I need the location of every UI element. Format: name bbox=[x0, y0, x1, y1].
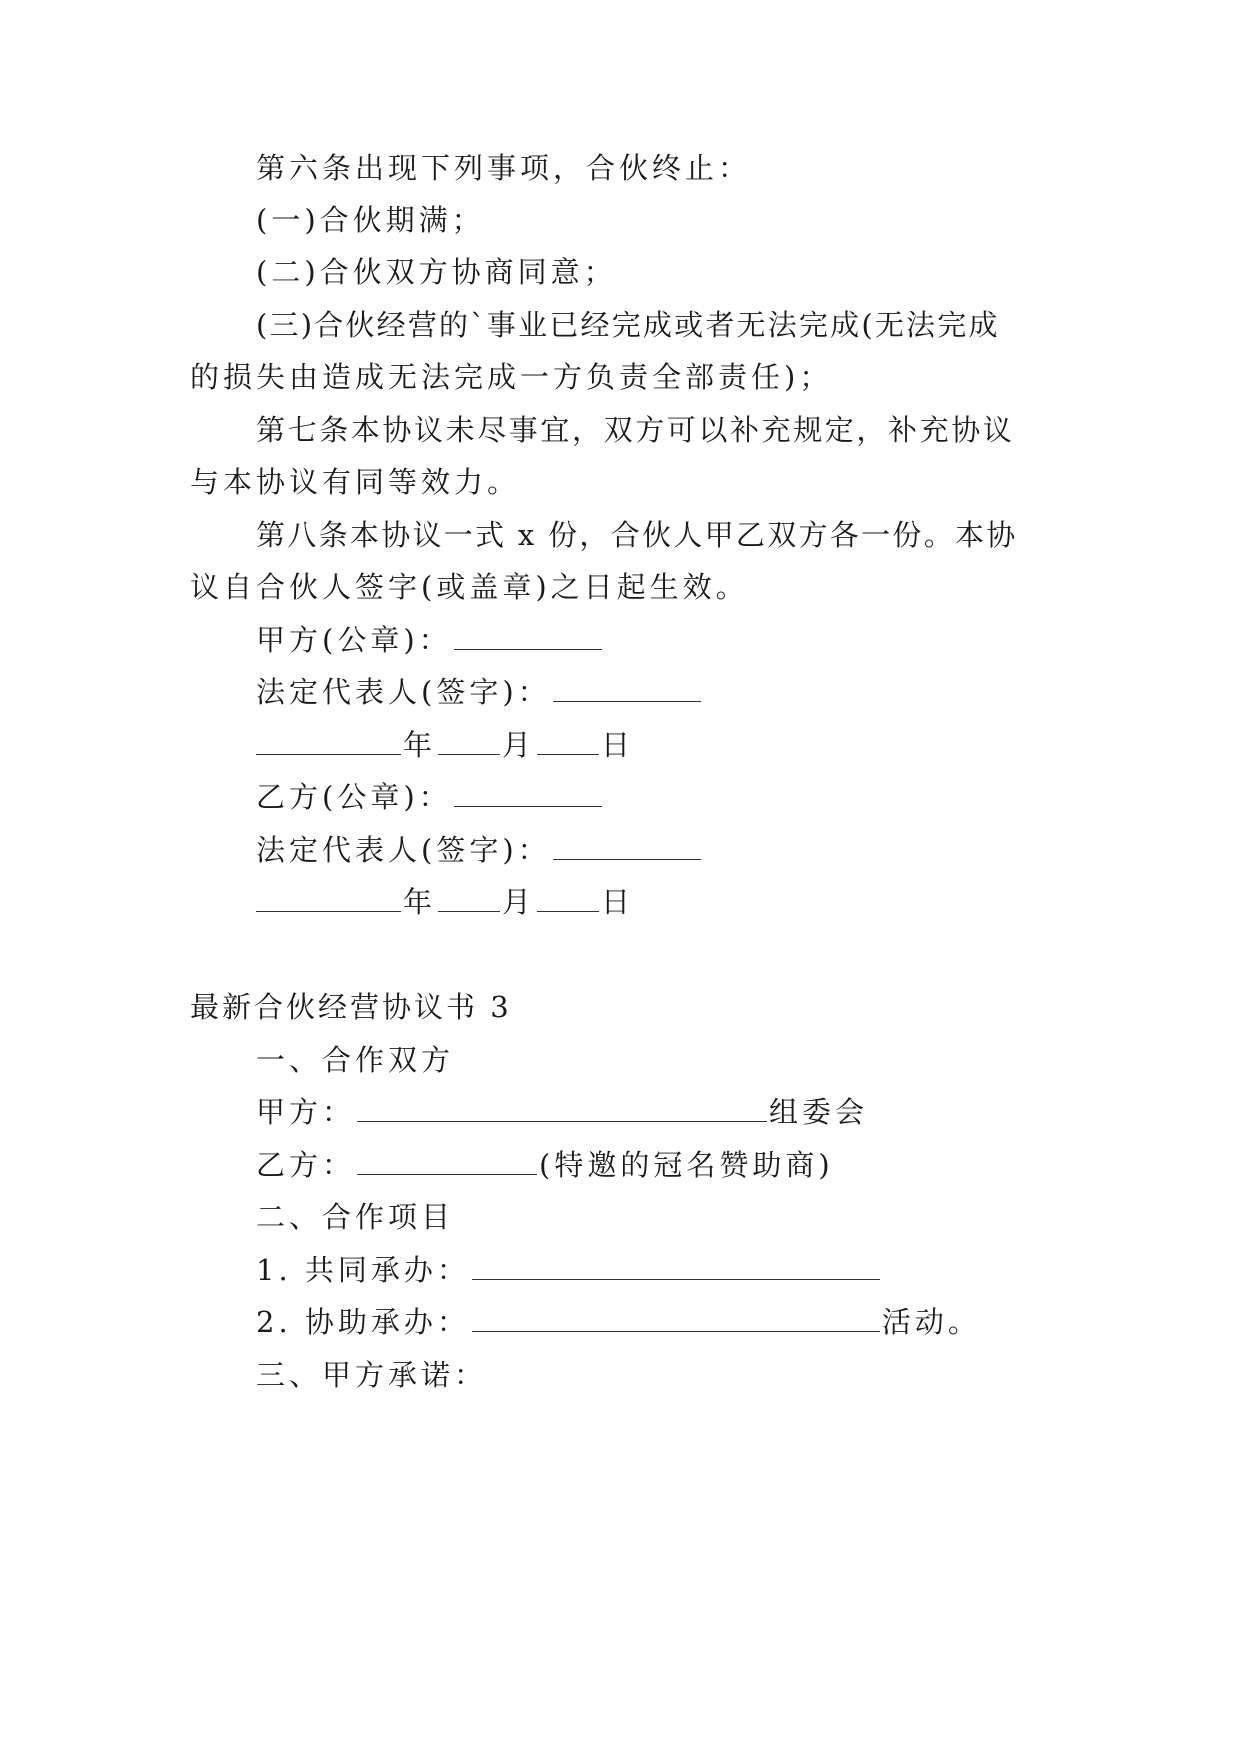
party-a-suffix: 组委会 bbox=[769, 1095, 869, 1129]
party-a-month-blank bbox=[438, 728, 500, 755]
party-a-rep-label: 法定代表人(签字)： bbox=[256, 675, 551, 709]
party-b-day-label: 日 bbox=[601, 885, 635, 919]
party-a-seal-label: 甲方(公章)： bbox=[256, 623, 452, 657]
party-b-row bbox=[256, 1145, 1136, 1185]
party-b-year-blank bbox=[256, 885, 401, 912]
article6-item2: (二)合伙双方协商同意； bbox=[256, 255, 617, 289]
party-b-year-label: 年 bbox=[403, 885, 437, 919]
article8-line2: 议自合伙人签字(或盖章)之日起生效。 bbox=[190, 570, 749, 604]
party-a-day-label: 日 bbox=[601, 728, 635, 762]
article6-title: 第六条出现下列事项，合伙终止： bbox=[256, 151, 752, 185]
party-b-seal-label: 乙方(公章)： bbox=[256, 780, 452, 814]
party-b-seal-blank bbox=[454, 780, 602, 807]
project-item1-row bbox=[256, 1250, 1136, 1290]
party-a-rep-blank bbox=[553, 675, 701, 702]
party-b-rep-row bbox=[256, 830, 1136, 870]
party-a-seal-row bbox=[256, 620, 1136, 660]
section-heading: 最新合伙经营协议书 3 bbox=[190, 990, 512, 1024]
party-b-month-label: 月 bbox=[502, 885, 536, 919]
party-a-seal-blank bbox=[454, 623, 602, 650]
party-a-label: 甲方： bbox=[256, 1095, 356, 1129]
party-a-blank bbox=[357, 1095, 767, 1122]
party-a-row bbox=[256, 1092, 1136, 1132]
party-b-suffix: (特邀的冠名赞助商) bbox=[539, 1148, 834, 1182]
party-a-day-blank bbox=[537, 728, 599, 755]
project-item1-label: 1. 共同承办： bbox=[256, 1253, 470, 1287]
party-b-seal-row bbox=[256, 777, 1136, 817]
project-item2-label: 2. 协助承办： bbox=[256, 1305, 470, 1339]
party-b-blank bbox=[357, 1148, 537, 1175]
article8-line1: 第八条本协议一式 x 份，合伙人甲乙双方各一份。本协 bbox=[256, 518, 1018, 552]
project-item2-suffix: 活动。 bbox=[881, 1305, 981, 1339]
party-b-month-blank bbox=[438, 885, 500, 912]
party-b-day-blank bbox=[537, 885, 599, 912]
party-b-rep-blank bbox=[553, 833, 701, 860]
party-b-date-row bbox=[256, 882, 1136, 922]
article7-line1: 第七条本协议未尽事宜，双方可以补充规定，补充协议 bbox=[256, 413, 1015, 447]
party-a-date-row bbox=[256, 725, 1136, 765]
party-a-year-label: 年 bbox=[403, 728, 437, 762]
article6-item3-line1: (三)合伙经营的`事业已经完成或者无法完成(无法完成 bbox=[256, 308, 1000, 342]
part3-title: 三、甲方承诺： bbox=[256, 1358, 488, 1392]
party-b-rep-label: 法定代表人(签字)： bbox=[256, 833, 551, 867]
party-b-label: 乙方： bbox=[256, 1148, 356, 1182]
project-item2-blank bbox=[472, 1305, 880, 1332]
project-item1-blank bbox=[472, 1253, 880, 1280]
article7-line2: 与本协议有同等效力。 bbox=[190, 465, 521, 499]
party-a-rep-row bbox=[256, 672, 1136, 712]
part1-title: 一、合作双方 bbox=[256, 1043, 455, 1077]
part2-title: 二、合作项目 bbox=[256, 1200, 455, 1234]
article6-item3-line2: 的损失由造成无法完成一方负责全部责任)； bbox=[190, 360, 833, 394]
article6-item1: (一)合伙期满； bbox=[256, 203, 485, 237]
party-a-year-blank bbox=[256, 728, 401, 755]
project-item2-row bbox=[256, 1302, 1136, 1342]
party-a-month-label: 月 bbox=[502, 728, 536, 762]
